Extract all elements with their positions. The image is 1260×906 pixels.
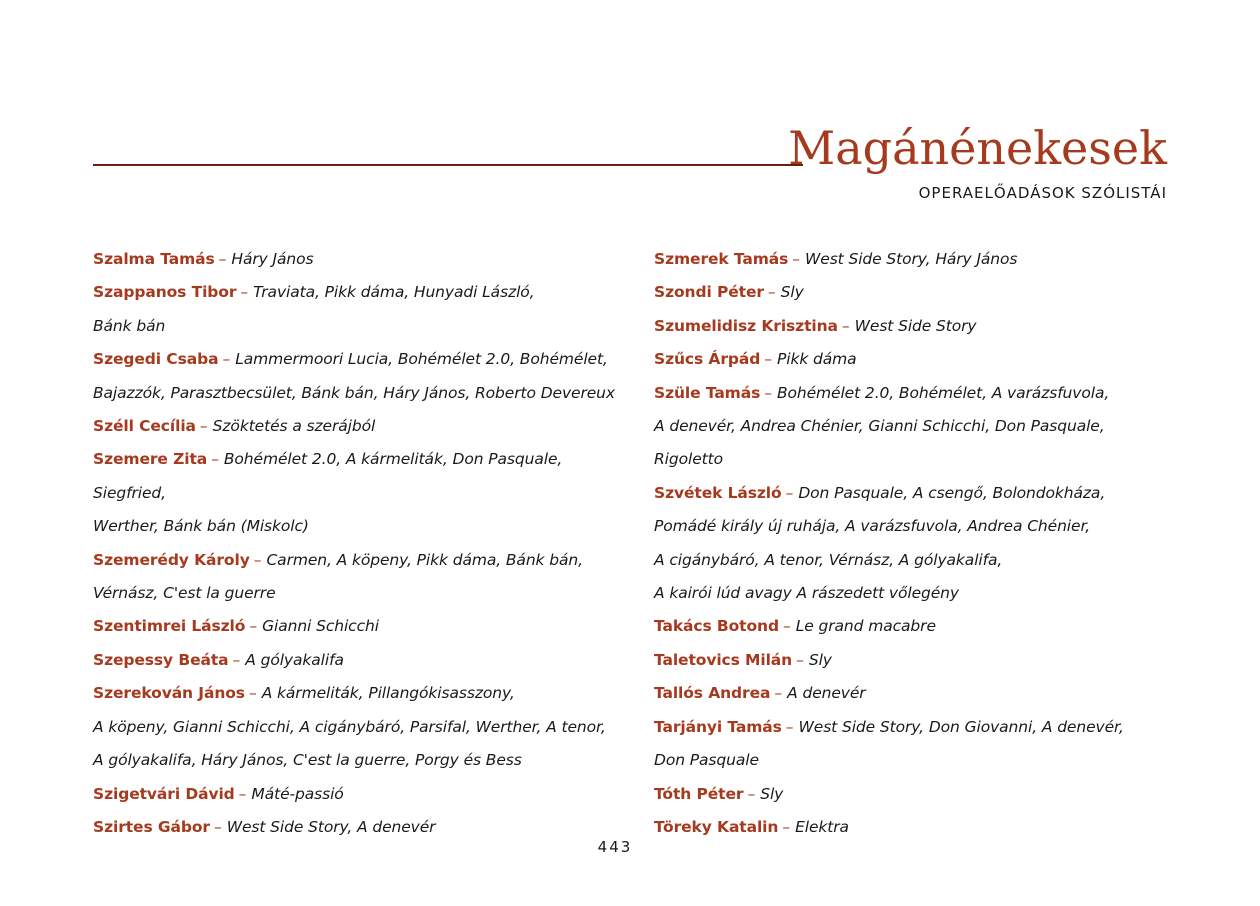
production-list: A köpeny, Gianni Schicchi, A cigánybáró, Parsifal, Werther, A tenor, [93, 717, 606, 736]
separator-dash: – [785, 717, 794, 736]
page-number: 443 [597, 838, 633, 856]
singer-entry-continuation [654, 410, 1174, 477]
singer-name: Szemere Zita [93, 450, 208, 469]
singer-name: Szegedi Csaba [93, 350, 219, 369]
singer-entry [93, 778, 623, 811]
singer-name: Szemerédy Károly [93, 550, 250, 569]
right-column [654, 243, 1174, 844]
singer-entry [654, 477, 1174, 510]
production-list: West Side Story, Háry János [805, 250, 1018, 268]
production-list: Bohémélet 2.0, Bohémélet, A varázsfuvola, [776, 383, 1110, 402]
production-list: Szöktetés a szerájból [212, 417, 376, 436]
separator-dash: – [841, 316, 850, 335]
singer-entry [93, 276, 623, 309]
singer-entry [93, 544, 623, 577]
production-list: Don Pasquale [654, 751, 759, 770]
production-list: Don Pasquale, A csengő, Bolondokháza, [798, 483, 1106, 502]
separator-dash: – [222, 350, 231, 369]
singer-name: Szappanos Tibor [93, 283, 237, 302]
header-rule [93, 164, 803, 166]
singer-entry [93, 644, 623, 677]
production-list: A gólyakalifa, Háry János, C'est la guerre, Porgy és Bess [93, 751, 522, 770]
singer-entry [654, 243, 1174, 276]
separator-dash: – [782, 817, 791, 836]
page-title: Magánénekesek [788, 121, 1167, 175]
singer-entry [654, 610, 1174, 643]
left-column [93, 243, 623, 844]
separator-dash: – [218, 250, 227, 268]
separator-dash: – [232, 650, 241, 669]
singer-entry-continuation [93, 577, 623, 610]
separator-dash: – [774, 684, 783, 703]
separator-dash: – [238, 784, 247, 803]
singer-name: Tóth Péter [654, 784, 744, 803]
production-list: West Side Story, Don Giovanni, A denevér, [798, 717, 1124, 736]
singer-name: Szepessy Beáta [93, 650, 229, 669]
production-list: Carmen, A köpeny, Pikk dáma, Bánk bán, [266, 550, 583, 569]
singer-entry [654, 677, 1174, 710]
separator-dash: – [248, 684, 257, 703]
production-list: Sly [780, 283, 804, 302]
singer-entry [654, 310, 1174, 343]
production-list: A kármeliták, Pillangókisasszony, [261, 684, 515, 703]
singer-entry-continuation [93, 744, 623, 777]
singer-name: Tarjányi Tamás [654, 717, 782, 736]
separator-dash: – [213, 817, 222, 836]
production-list: A kairói lúd avagy A rászedett vőlegény [654, 584, 959, 603]
separator-dash: – [240, 283, 249, 302]
production-list: A denevér [787, 684, 866, 703]
production-list: A cigánybáró, A tenor, Vérnász, A gólyakalifa, [654, 550, 1003, 569]
singer-entry [654, 778, 1174, 811]
separator-dash: – [747, 784, 756, 803]
singer-name: Szumelidisz Krisztina [654, 316, 838, 335]
production-list: Gianni Schicchi [262, 617, 379, 636]
singer-name: Szalma Tamás [93, 250, 215, 268]
production-list: Werther, Bánk bán (Miskolc) [93, 517, 309, 536]
singer-entry [93, 610, 623, 643]
production-list: West Side Story, A denevér [226, 817, 436, 836]
production-list: Bánk bán [93, 316, 166, 335]
singer-entry-continuation [93, 510, 623, 543]
singer-entry-continuation [654, 544, 1174, 577]
singer-entry [93, 343, 623, 376]
separator-dash: – [253, 550, 262, 569]
separator-dash: – [249, 617, 258, 636]
production-list: Sly [760, 784, 784, 803]
singer-entry [93, 410, 623, 443]
singer-name: Szondi Péter [654, 283, 764, 302]
singer-name: Szvétek László [654, 483, 782, 502]
singer-name: Szirtes Gábor [93, 817, 210, 836]
separator-dash: – [764, 350, 772, 369]
production-list: Vérnász, C'est la guerre [93, 584, 276, 603]
production-list: Traviata, Pikk dáma, Hunyadi László, [253, 283, 535, 302]
singer-name: Szmerek Tamás [654, 250, 789, 268]
production-list: Máté-passió [251, 784, 344, 803]
singer-entry [654, 276, 1174, 309]
singer-entry-continuation [93, 377, 623, 410]
singer-entry [654, 343, 1174, 376]
singer-entry-continuation [654, 510, 1174, 543]
separator-dash: – [199, 417, 208, 436]
singer-entry [93, 243, 623, 276]
production-list: Lammermoori Lucia, Bohémélet 2.0, Bohémélet, [235, 350, 608, 369]
separator-dash: – [764, 383, 772, 402]
production-list: A denevér, Andrea Chénier, Gianni Schicchi, Don Pasquale, Rigoletto [654, 417, 1105, 469]
singer-name: Szerekován János [93, 684, 245, 703]
production-list: West Side Story [854, 316, 977, 335]
separator-dash: – [785, 483, 794, 502]
singer-name: Széll Cecília [93, 417, 196, 436]
singer-name: Szüle Tamás [654, 383, 761, 402]
singer-entry [93, 443, 623, 510]
separator-dash: – [211, 450, 219, 469]
singer-name: Töreky Katalin [654, 817, 779, 836]
singer-entry [654, 711, 1174, 744]
singer-name: Szigetvári Dávid [93, 784, 235, 803]
production-list: Pomádé király új ruhája, A varázsfuvola, Andrea Chénier, [654, 517, 1091, 536]
singer-name: Szentimrei László [93, 617, 246, 636]
singer-entry-continuation [93, 310, 623, 343]
singer-name: Szűcs Árpád [654, 350, 761, 369]
singer-name: Tallós Andrea [654, 684, 771, 703]
production-list: A gólyakalifa [245, 650, 344, 669]
production-list: Bohémélet 2.0, A kármeliták, Don Pasquale, Siegfried, [93, 450, 563, 502]
production-list: Elektra [795, 817, 849, 836]
production-list: Háry János [231, 250, 314, 268]
separator-dash: – [782, 617, 791, 636]
singer-entry-continuation [654, 577, 1174, 610]
separator-dash: – [792, 250, 801, 268]
production-list: Bajazzók, Parasztbecsület, Bánk bán, Háry János, Roberto Devereux [93, 383, 615, 402]
separator-dash: – [767, 283, 776, 302]
production-list: Pikk dáma [776, 350, 857, 369]
singer-entry-continuation [93, 711, 623, 744]
production-list: Sly [808, 650, 832, 669]
singer-name: Taletovics Milán [654, 650, 793, 669]
singer-entry-continuation [654, 744, 1174, 777]
production-list: Le grand macabre [795, 617, 936, 636]
singer-name: Takács Botond [654, 617, 779, 636]
singer-entry [93, 677, 623, 710]
singer-entry [654, 644, 1174, 677]
separator-dash: – [796, 650, 804, 669]
singer-entry [654, 377, 1174, 410]
page-subtitle: OPERAELŐADÁSOK SZÓLISTÁI [918, 184, 1167, 202]
